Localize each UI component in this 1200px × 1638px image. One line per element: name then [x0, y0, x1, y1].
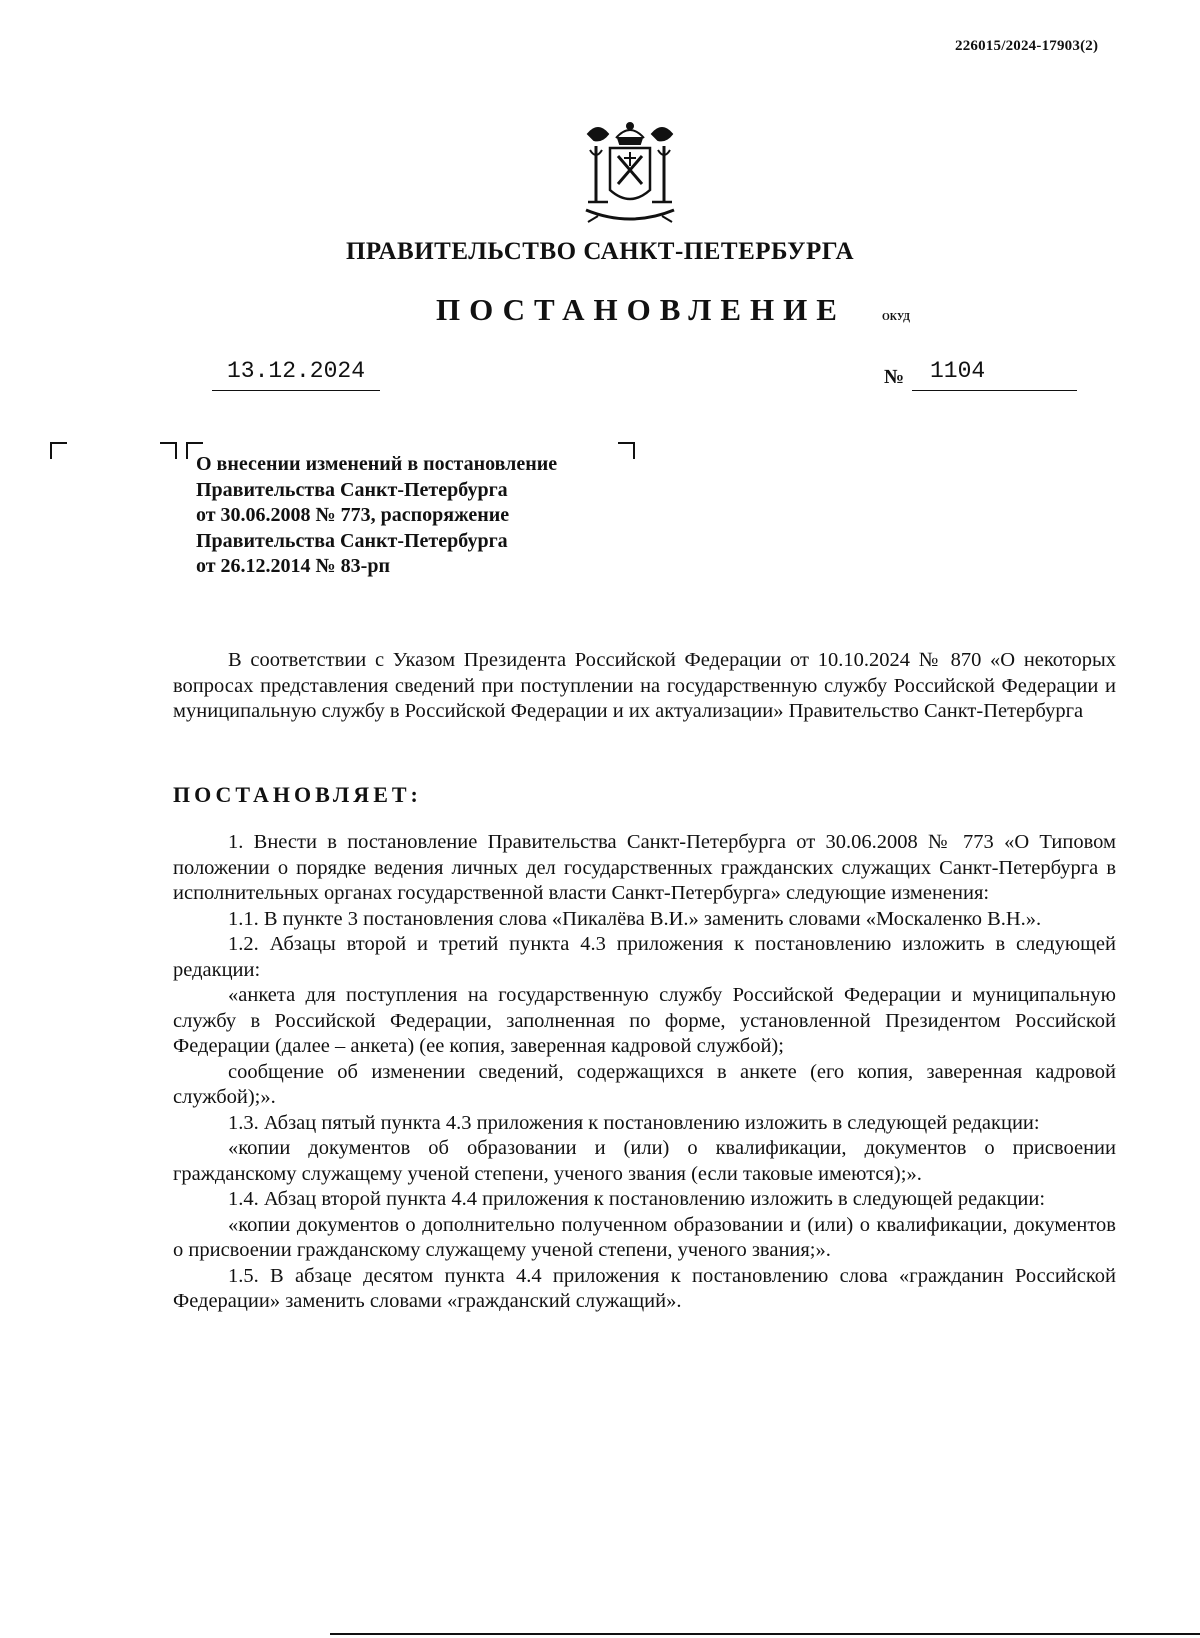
issuing-authority: ПРАВИТЕЛЬСТВО САНКТ-ПЕТЕРБУРГА: [345, 238, 855, 265]
subject-corner-mark-left-outer: [160, 442, 177, 459]
registration-number: 226015/2024-17903(2): [955, 38, 1099, 54]
paragraph-1-3: 1.3. Абзац пятый пункта 4.3 приложения к постановлению изложить в следующей редакции:: [228, 1111, 1040, 1134]
document-date: 13.12.2024: [226, 358, 366, 384]
document-type-title: ПОСТАНОВЛЕНИЕ: [436, 292, 846, 327]
document-number: 1104: [930, 358, 986, 384]
coat-of-arms-icon: [578, 116, 682, 228]
subject-line: О внесении изменений в постановление: [196, 453, 558, 475]
paragraph-1-1: 1.1. В пункте 3 постановления слова «Пикалёва В.И.» заменить словами «Москаленко В.Н.».: [228, 907, 1042, 930]
subject-line: от 26.12.2014 № 83-рп: [196, 555, 390, 577]
number-underline: [912, 390, 1077, 391]
quoted-paragraph: сообщение об изменении сведений, содержащихся в анкете (его копия, заверенная кадровой службой);».: [173, 1060, 1116, 1108]
preamble-paragraph: В соответствии с Указом Президента Российской Федерации от 10.10.2024 № 870 «О некоторых вопросах представления сведений при поступлении на государственную службу Российской Федерации и муниципальную службу в Российской Федерации и их актуализации» Правительство Санкт-Петербурга: [173, 649, 1116, 722]
okud-label: ОКУД: [882, 312, 911, 323]
quoted-paragraph: «копии документов об образовании и (или) о квалификации, документов о присвоении гражданскому служащему ученой степени, ученого звания (если таковые имеются);».: [173, 1137, 1116, 1185]
paragraph-1: 1. Внести в постановление Правительства Санкт-Петербурга от 30.06.2008 № 773 «О Типовом положении о порядке ведения личных дел государственных гражданских служащих Санкт-Петербурга в исполнительных органах государственной власти Санкт-Петербурга» следующие изменения:: [173, 831, 1116, 904]
date-underline: [212, 390, 380, 391]
document-subject: [196, 452, 676, 580]
subject-line: Правительства Санкт-Петербурга: [196, 529, 508, 552]
decides-heading: ПОСТАНОВЛЯЕТ:: [173, 782, 422, 807]
subject-line: Правительства Санкт-Петербурга: [196, 478, 508, 501]
body-paragraphs: [173, 830, 1116, 1315]
paragraph-1-5: 1.5. В абзаце десятом пункта 4.4 приложения к постановлению слова «гражданин Российской Федерации» заменить словами «гражданский служащий».: [173, 1264, 1116, 1312]
number-sign: №: [884, 366, 905, 388]
subject-line: от 30.06.2008 № 773, распоряжение: [196, 504, 510, 526]
page-bottom-edge: [330, 1633, 1200, 1635]
quoted-paragraph: «анкета для поступления на государственную службу Российской Федерации и муниципальную службу в Российской Федерации, заполненная по форме, установленной Президентом Российской Федерации (далее – анкета) (ее копия, заверенная кадровой службой);: [173, 984, 1116, 1057]
paragraph-1-2: 1.2. Абзацы второй и третий пункта 4.3 приложения к постановлению изложить в следующей редакции:: [173, 933, 1116, 981]
coat-of-arms-emblem: [578, 116, 682, 228]
paragraph-1-4: 1.4. Абзац второй пункта 4.4 приложения к постановлению изложить в следующей редакции:: [228, 1188, 1046, 1210]
margin-corner-mark: [50, 442, 67, 459]
quoted-paragraph: «копии документов о дополнительно полученном образовании и (или) о квалификации, документов о присвоении гражданскому служащему ученой степени, ученого звания;».: [173, 1213, 1116, 1261]
